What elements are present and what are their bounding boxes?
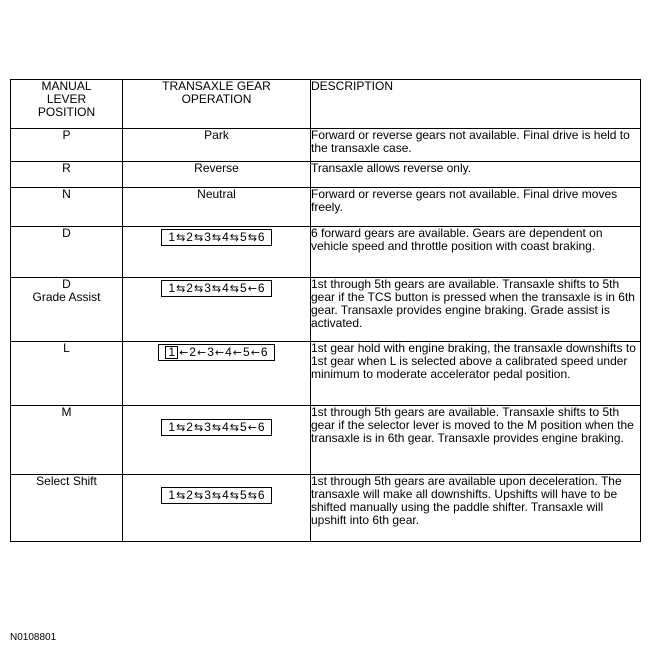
gear-operation-cell <box>123 406 311 475</box>
gear-operation-cell: Reverse <box>123 162 311 188</box>
gear-number: 5 <box>240 420 247 434</box>
gear-number: 2 <box>186 420 193 434</box>
downshift-arrow-icon: ← <box>214 346 225 359</box>
shift-arrow-icon: ⇆ <box>193 231 204 244</box>
downshift-arrow-icon: ← <box>179 346 189 359</box>
table-row-neutral <box>11 188 641 227</box>
gear-position-table <box>10 79 641 542</box>
lever-position-cell: P <box>11 129 123 162</box>
lever-position-sublabel: Grade Assist <box>32 290 101 304</box>
held-gear-number: 1 <box>165 346 178 359</box>
gear-number: 2 <box>186 488 193 502</box>
gear-number: 3 <box>204 420 211 434</box>
gear-number: 4 <box>222 230 229 244</box>
description-cell: 1st through 5th gears are available upon deceleration. The transaxle will make all downshifts. Upshifts will have to be shifted manually using the paddle shifter. Transaxle will upshift into 6th gear. <box>311 475 641 542</box>
shift-arrow-icon: ⇆ <box>247 489 257 502</box>
gear-sequence-box <box>158 344 274 361</box>
lever-position-cell: D <box>11 227 123 278</box>
gear-number: 1 <box>168 230 176 244</box>
gear-sequence-box <box>161 229 271 246</box>
gear-number: 3 <box>204 281 211 295</box>
table-row-park <box>11 129 641 162</box>
table-row-drive <box>11 227 641 278</box>
gear-number: 6 <box>257 281 265 295</box>
table-row-manual <box>11 406 641 475</box>
description-cell: Forward or reverse gears not available. Final drive moves freely. <box>311 188 641 227</box>
gear-number: 4 <box>222 488 229 502</box>
header-operation-line: TRANSAXLE GEAR <box>162 79 271 93</box>
gear-number: 3 <box>204 488 211 502</box>
gear-number: 2 <box>186 281 193 295</box>
gear-number: 5 <box>240 230 247 244</box>
shift-arrow-icon: ⇆ <box>176 282 186 295</box>
shift-arrow-icon: ⇆ <box>229 231 240 244</box>
gear-number: 1 <box>168 420 176 434</box>
gear-sequence-box <box>161 419 271 436</box>
gear-number: 6 <box>257 230 265 244</box>
lever-position-cell: R <box>11 162 123 188</box>
gear-number: 5 <box>240 488 247 502</box>
table-header-row <box>11 80 641 129</box>
downshift-arrow-icon: ← <box>250 346 260 359</box>
shift-arrow-icon: ⇆ <box>176 231 186 244</box>
downshift-arrow-icon: ← <box>247 421 257 434</box>
gear-sequence-box <box>161 487 271 504</box>
shift-arrow-icon: ⇆ <box>211 489 222 502</box>
downshift-arrow-icon: ← <box>196 346 207 359</box>
shift-arrow-icon: ⇆ <box>176 421 186 434</box>
gear-number: 4 <box>222 420 229 434</box>
downshift-arrow-icon: ← <box>247 282 257 295</box>
gear-number: 5 <box>243 345 250 359</box>
lever-position-cell <box>11 278 123 342</box>
gear-operation-cell <box>123 475 311 542</box>
header-manual-lever-position <box>11 80 123 129</box>
header-operation-line: OPERATION <box>181 92 252 106</box>
header-description: DESCRIPTION <box>311 80 641 129</box>
gear-sequence-box <box>161 280 271 297</box>
shift-arrow-icon: ⇆ <box>211 282 222 295</box>
gear-operation-cell: Neutral <box>123 188 311 227</box>
gear-number: 6 <box>260 345 268 359</box>
shift-arrow-icon: ⇆ <box>211 421 222 434</box>
gear-number: 6 <box>257 420 265 434</box>
gear-number: 3 <box>204 230 211 244</box>
gear-operation-cell: Park <box>123 129 311 162</box>
gear-number: 3 <box>207 345 214 359</box>
description-cell: 1st through 5th gears are available. Transaxle shifts to 5th gear if the selector lever is moved to the M position when the transaxle is in 6th gear. Transaxle provides engine braking. <box>311 406 641 475</box>
description-cell: Transaxle allows reverse only. <box>311 162 641 188</box>
lever-position-cell: Select Shift <box>11 475 123 542</box>
description-cell: Forward or reverse gears not available. Final drive is held to the transaxle case. <box>311 129 641 162</box>
gear-number: 2 <box>186 230 193 244</box>
shift-arrow-icon: ⇆ <box>193 282 204 295</box>
table-row-reverse <box>11 162 641 188</box>
lever-position-cell: M <box>11 406 123 475</box>
description-cell: 1st gear hold with engine braking, the transaxle downshifts to 1st gear when L is selected above a calibrated speed under minimum to moderate accelerator pedal position. <box>311 342 641 406</box>
table-row-drive-grade-assist <box>11 278 641 342</box>
gear-operation-cell <box>123 278 311 342</box>
header-transaxle-gear-operation <box>123 80 311 129</box>
gear-number: 4 <box>225 345 232 359</box>
gear-operation-cell <box>123 342 311 406</box>
gear-operation-cell <box>123 227 311 278</box>
table-row-select-shift <box>11 475 641 542</box>
shift-arrow-icon: ⇆ <box>193 489 204 502</box>
shift-arrow-icon: ⇆ <box>247 231 257 244</box>
gear-number: 4 <box>222 281 229 295</box>
header-position-line: POSITION <box>37 105 96 119</box>
gear-number: 1 <box>168 281 176 295</box>
shift-arrow-icon: ⇆ <box>229 282 240 295</box>
shift-arrow-icon: ⇆ <box>211 231 222 244</box>
table-row-low <box>11 342 641 406</box>
header-position-line: MANUAL <box>41 79 92 93</box>
description-cell: 6 forward gears are available. Gears are dependent on vehicle speed and throttle position with coast braking. <box>311 227 641 278</box>
gear-number: 6 <box>257 488 265 502</box>
gear-number: 5 <box>240 281 247 295</box>
gear-number: 2 <box>189 345 196 359</box>
lever-position-cell: N <box>11 188 123 227</box>
shift-arrow-icon: ⇆ <box>229 489 240 502</box>
shift-arrow-icon: ⇆ <box>229 421 240 434</box>
shift-arrow-icon: ⇆ <box>176 489 186 502</box>
gear-number: 1 <box>168 488 176 502</box>
shift-arrow-icon: ⇆ <box>193 421 204 434</box>
downshift-arrow-icon: ← <box>232 346 243 359</box>
figure-id: N0108801 <box>10 632 57 643</box>
lever-position-label: D <box>62 277 71 291</box>
description-cell: 1st through 5th gears are available. Transaxle shifts to 5th gear if the TCS button is pressed when the transaxle is in 6th gear. Transaxle provides engine braking. Grade assist is activated. <box>311 278 641 342</box>
lever-position-cell: L <box>11 342 123 406</box>
header-position-line: LEVER <box>46 92 87 106</box>
